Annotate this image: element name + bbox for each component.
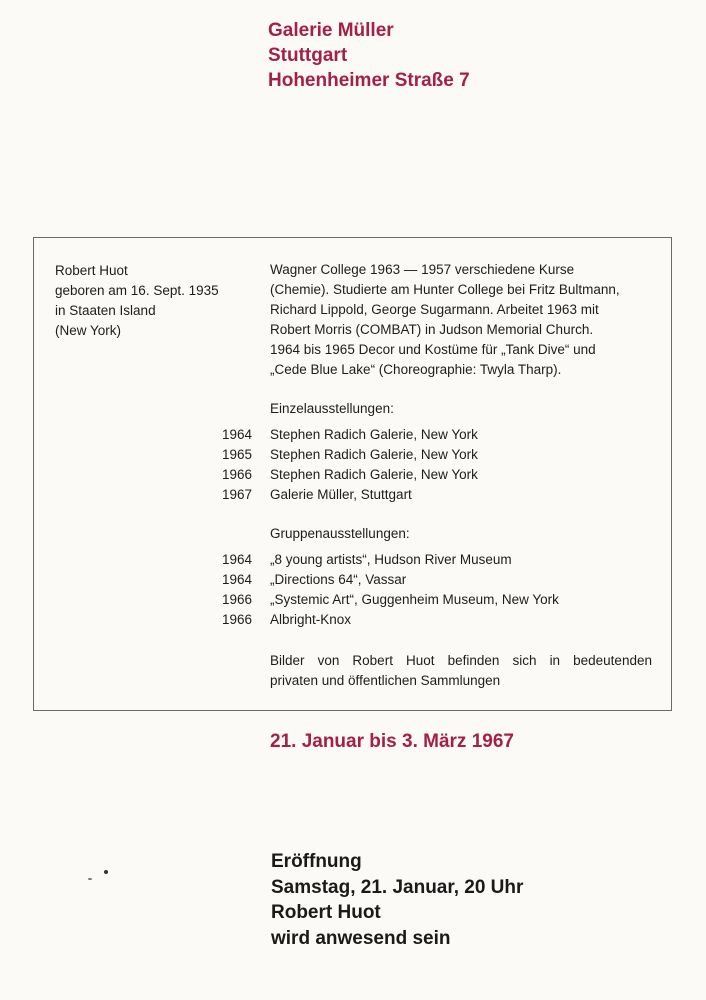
group-exhibition-entry (222, 550, 652, 570)
artist-info (55, 261, 219, 341)
entry-year: 1966 (222, 612, 253, 627)
artist-region: (New York) (55, 323, 122, 338)
entry-year: 1964 (222, 572, 253, 587)
solo-exhibition-entry (222, 425, 652, 445)
entry-event: „Systemic Art“, Guggenheim Museum, New York (270, 592, 559, 607)
word: von (317, 653, 340, 668)
gallery-address: Hohenheimer Straße 7 (268, 70, 470, 91)
solo-exhibitions-heading: Einzelausstellungen: (270, 401, 394, 416)
group-exhibitions-heading: Gruppenausstellungen: (270, 526, 410, 541)
entry-year: 1964 (222, 552, 253, 567)
entry-event: „8 young artists“, Hudson River Museum (270, 552, 512, 567)
collections-line (270, 651, 652, 671)
entry-event: Stephen Radich Galerie, New York (270, 467, 478, 482)
word: Robert (352, 653, 393, 668)
entry-year: 1964 (222, 427, 253, 442)
word: bedeutenden (573, 653, 652, 668)
entry-year: 1965 (222, 447, 253, 462)
biography-line: 1964 bis 1965 Decor und Kostüme für „Tank Dive“ und (270, 342, 596, 357)
gallery-header (268, 18, 470, 93)
word: befinden (447, 653, 500, 668)
word: sich (512, 653, 537, 668)
entry-event: „Directions 64“, Vassar (270, 572, 407, 587)
biography-content (222, 260, 652, 691)
biography-line: Robert Morris (COMBAT) in Judson Memorial Church. (270, 322, 594, 337)
word: Bilder (270, 653, 305, 668)
entry-year: 1966 (222, 592, 253, 607)
collections-note (270, 651, 652, 691)
opening-note: wird anwesend sein (271, 927, 451, 949)
solo-exhibition-entry (222, 485, 652, 505)
entry-year: 1966 (222, 467, 253, 482)
solo-exhibition-entry (222, 465, 652, 485)
word: Huot (406, 653, 435, 668)
biography-paragraph (270, 260, 652, 380)
paper-speck (88, 878, 92, 880)
solo-exhibition-entry (222, 445, 652, 465)
opening-info (271, 849, 523, 951)
entry-event: Galerie Müller, Stuttgart (270, 487, 412, 502)
biography-line: Richard Lippold, George Sugarmann. Arbeitet 1963 mit (270, 302, 599, 317)
artist-name: Robert Huot (55, 263, 128, 278)
opening-title: Eröffnung (271, 851, 362, 872)
artist-birthdate: geboren am 16. Sept. 1935 (55, 283, 219, 298)
group-exhibition-entry (222, 570, 652, 590)
exhibition-dates: 21. Januar bis 3. März 1967 (270, 731, 514, 752)
entry-event: Stephen Radich Galerie, New York (270, 447, 478, 462)
group-exhibition-entry (222, 590, 652, 610)
collections-line: privaten und öffentlichen Sammlungen (270, 673, 501, 688)
word: in (549, 653, 561, 668)
group-exhibition-entry (222, 610, 652, 630)
biography-line: Wagner College 1963 — 1957 verschiedene Kurse (270, 262, 575, 277)
gallery-name: Galerie Müller (268, 20, 394, 41)
artist-birthplace: in Staaten Island (55, 303, 156, 318)
biography-line: (Chemie). Studierte am Hunter College bei Fritz Bultmann, (270, 282, 620, 297)
entry-event: Albright-Knox (270, 612, 352, 627)
entry-event: Stephen Radich Galerie, New York (270, 427, 478, 442)
paper-speck (104, 870, 108, 874)
gallery-city: Stuttgart (268, 45, 348, 66)
opening-datetime: Samstag, 21. Januar, 20 Uhr (271, 876, 524, 898)
opening-artist: Robert Huot (271, 902, 381, 923)
entry-year: 1967 (222, 487, 253, 502)
biography-line: „Cede Blue Lake“ (Choreographie: Twyla Tharp). (270, 362, 562, 377)
